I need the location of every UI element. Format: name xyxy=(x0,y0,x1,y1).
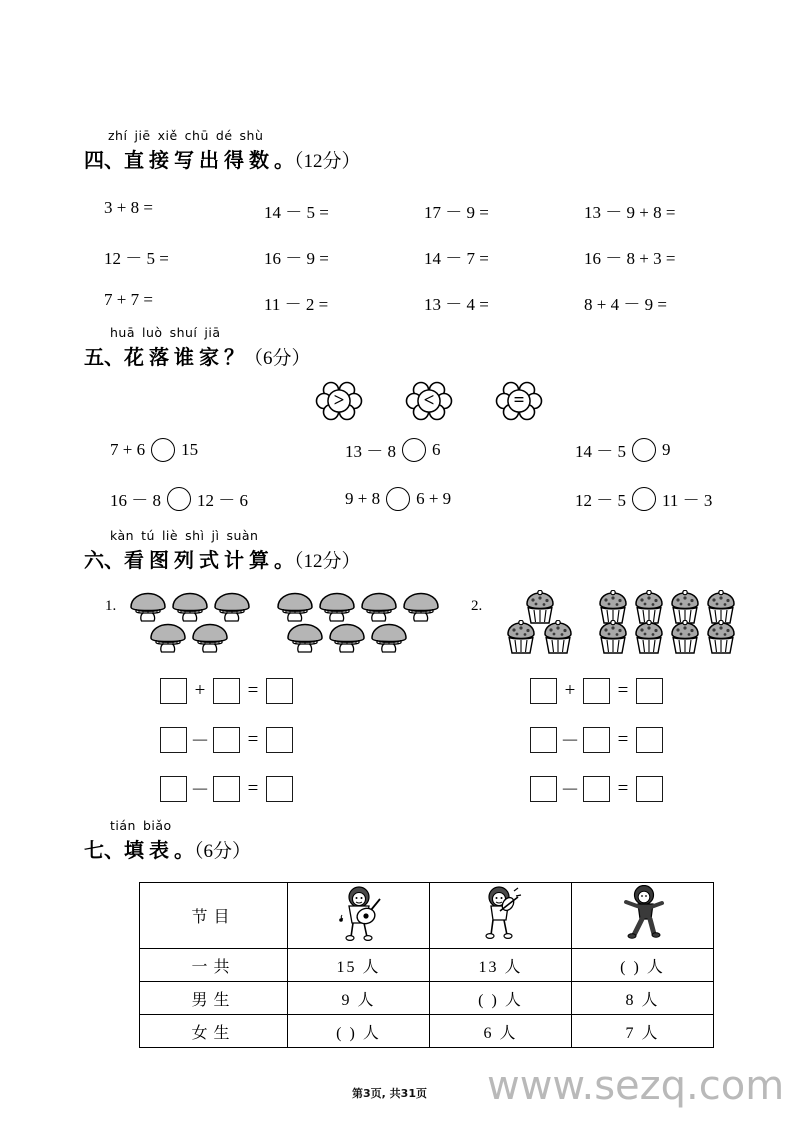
section-title: 填表 xyxy=(124,838,174,862)
comparison-grid xyxy=(110,437,755,511)
comparison-left: 12 － 5 xyxy=(575,491,626,510)
section-suffix: 。 xyxy=(174,838,194,862)
table-row xyxy=(140,982,714,1015)
pinyin-syllable: biǎo xyxy=(142,818,172,833)
table-cell[interactable]: 13 人 xyxy=(430,949,572,982)
pinyin-syllable: jì xyxy=(211,528,220,543)
section-six-heading xyxy=(84,544,800,573)
flower-less-than[interactable] xyxy=(405,379,453,423)
answer-equation-row xyxy=(160,678,293,704)
picture-problem-2 xyxy=(468,592,738,817)
section-suffix: ？ xyxy=(224,345,244,369)
answer-box[interactable] xyxy=(266,678,293,704)
equals-label: = xyxy=(247,777,259,799)
answer-box[interactable] xyxy=(213,678,240,704)
table-cell[interactable]: 8 人 xyxy=(572,982,714,1015)
comparison-item xyxy=(345,486,575,511)
table-header-cell-dance xyxy=(572,883,714,949)
arithmetic-problem[interactable]: 17 － 9 = xyxy=(424,203,489,222)
comparison-item xyxy=(575,486,755,511)
pinyin-syllable: chū xyxy=(184,128,209,143)
page-footer: 第3页, 共31页 xyxy=(352,1087,427,1100)
table-row xyxy=(140,1015,714,1048)
arithmetic-problem[interactable]: 7 + 7 = xyxy=(104,290,153,309)
answer-box[interactable] xyxy=(213,776,240,802)
section-seven xyxy=(0,818,800,863)
mushroom-cluster-left xyxy=(128,592,252,655)
equals-label: = xyxy=(617,728,629,750)
comparison-right: 15 xyxy=(181,439,199,459)
mushroom-cluster-right xyxy=(275,592,441,655)
equals-label: = xyxy=(617,777,629,799)
arithmetic-problem[interactable]: 16 － 8 + 3 = xyxy=(584,249,676,268)
pinyin-syllable: tú xyxy=(141,528,155,543)
answer-box[interactable] xyxy=(583,678,610,704)
pinyin-syllable: shuí xyxy=(169,325,198,340)
answer-box[interactable] xyxy=(530,678,557,704)
comparison-left: 16 － 8 xyxy=(110,491,161,510)
mushroom-icon xyxy=(369,623,409,655)
mushroom-icon xyxy=(212,592,252,624)
section-six xyxy=(0,528,800,573)
answer-box[interactable] xyxy=(530,727,557,753)
flower-equals[interactable] xyxy=(495,379,543,423)
comparison-left: 7 + 6 xyxy=(110,439,146,459)
operator-label: － xyxy=(560,731,580,752)
cupcake-icon xyxy=(504,620,538,656)
cupcake-cluster-right xyxy=(596,590,738,656)
mushroom-row xyxy=(128,592,252,624)
section-six-pinyin xyxy=(110,528,800,543)
table-cell-blank[interactable]: ( ) 人 xyxy=(572,949,714,982)
table-header-cell-violin xyxy=(430,883,572,949)
section-number: 四、 xyxy=(84,148,124,172)
section-number: 七、 xyxy=(84,838,124,862)
flower-symbol-label: > xyxy=(333,390,345,411)
arithmetic-problem[interactable]: 16 － 9 = xyxy=(264,249,329,268)
comparison-answer-circle[interactable] xyxy=(632,438,656,462)
cupcake-icon xyxy=(596,620,630,656)
answer-box[interactable] xyxy=(213,727,240,753)
table-row-label: 女生 xyxy=(140,1015,288,1048)
comparison-answer-circle[interactable] xyxy=(386,487,410,511)
operator-label: － xyxy=(190,780,210,801)
answer-box[interactable] xyxy=(636,678,663,704)
arithmetic-problem[interactable]: 12 － 5 = xyxy=(104,249,169,268)
mushroom-icon xyxy=(275,592,315,624)
section-five-pinyin xyxy=(110,325,800,340)
boy-dancing-icon xyxy=(620,885,666,941)
flower-symbol-label: = xyxy=(513,390,525,411)
cupcake-icon xyxy=(668,620,702,656)
comparison-right: 11 － 3 xyxy=(662,491,713,510)
girl-guitar-icon xyxy=(336,885,382,941)
comparison-left: 14 － 5 xyxy=(575,442,626,461)
equals-label: = xyxy=(617,680,629,701)
pinyin-syllable: huā xyxy=(110,325,136,340)
mushroom-icon xyxy=(285,623,325,655)
mushroom-icon xyxy=(359,592,399,624)
comparison-answer-circle[interactable] xyxy=(167,487,191,511)
comparison-left: 13 － 8 xyxy=(345,442,396,461)
section-title: 花落谁家 xyxy=(124,345,224,369)
comparison-item xyxy=(110,437,345,462)
operator-label: + xyxy=(194,680,206,701)
answer-box[interactable] xyxy=(160,678,187,704)
mushroom-icon xyxy=(128,592,168,624)
table-cell-blank[interactable]: ( ) 人 xyxy=(430,982,572,1015)
answer-box[interactable] xyxy=(266,727,293,753)
answer-box[interactable] xyxy=(636,776,663,802)
symbol-flower-row xyxy=(315,379,543,423)
comparison-right: 6 + 9 xyxy=(416,488,452,508)
answer-box[interactable] xyxy=(583,727,610,753)
mushroom-icon xyxy=(327,623,367,655)
section-seven-heading xyxy=(84,834,800,863)
table-cell[interactable]: 15 人 xyxy=(288,949,430,982)
answer-equation-row xyxy=(530,775,663,802)
table-cell-blank[interactable]: ( ) 人 xyxy=(288,1015,430,1048)
answer-box[interactable] xyxy=(583,776,610,802)
mushroom-icon xyxy=(317,592,357,624)
cupcake-icon xyxy=(704,620,738,656)
section-four-pinyin xyxy=(108,128,800,143)
cupcake-row xyxy=(596,620,738,656)
arithmetic-problem[interactable]: 8 + 4 － 9 = xyxy=(584,295,667,314)
comparison-item xyxy=(345,437,575,462)
flower-greater-than[interactable] xyxy=(315,379,363,423)
picture-problem-label: 2. xyxy=(471,598,483,614)
comparison-left: 9 + 8 xyxy=(345,488,381,508)
table-row-label: 节目 xyxy=(140,883,288,949)
pinyin-syllable: kàn xyxy=(110,528,135,543)
picture-problem-label: 1. xyxy=(105,598,117,614)
answer-equations-2 xyxy=(530,678,663,824)
pinyin-syllable: luò xyxy=(142,325,163,340)
arithmetic-problem[interactable]: 14 － 5 = xyxy=(264,203,329,222)
table-cell[interactable]: 6 人 xyxy=(430,1015,572,1048)
pinyin-syllable: tián xyxy=(110,818,136,833)
comparison-right: 12 － 6 xyxy=(197,491,248,510)
comparison-item xyxy=(575,437,755,462)
pinyin-syllable: liè xyxy=(161,528,179,543)
operator-label: － xyxy=(560,780,580,801)
answer-equation-row xyxy=(530,726,663,753)
section-score: （6分） xyxy=(244,348,311,369)
arithmetic-problem[interactable]: 13 － 9 + 8 = xyxy=(584,203,676,222)
watermark: www.sezq.com xyxy=(487,1063,785,1109)
pinyin-syllable: shù xyxy=(239,128,264,143)
section-suffix: 。 xyxy=(274,548,294,572)
section-score: （12分） xyxy=(294,551,361,572)
arithmetic-problem[interactable]: 13 － 4 = xyxy=(424,295,489,314)
section-suffix: 。 xyxy=(274,148,294,172)
section-four xyxy=(0,128,800,173)
flower-symbol-label: < xyxy=(423,390,435,411)
arithmetic-problem[interactable]: 14 － 7 = xyxy=(424,249,489,268)
answer-equation-row xyxy=(160,726,293,753)
mushroom-row xyxy=(148,623,252,655)
table-row xyxy=(140,949,714,982)
answer-equation-row xyxy=(530,678,663,704)
pinyin-syllable: dé xyxy=(215,128,233,143)
section-five xyxy=(0,325,800,370)
section-number: 六、 xyxy=(84,548,124,572)
arithmetic-problem-grid xyxy=(104,198,759,315)
answer-box[interactable] xyxy=(636,727,663,753)
mushroom-icon xyxy=(170,592,210,624)
table-cell[interactable]: 7 人 xyxy=(572,1015,714,1048)
pinyin-syllable: suàn xyxy=(226,528,259,543)
pinyin-syllable: zhí xyxy=(108,128,128,143)
section-five-heading xyxy=(84,341,800,370)
performance-table xyxy=(139,882,714,1048)
section-score: （6分） xyxy=(194,841,252,862)
comparison-right: 9 xyxy=(662,439,671,459)
table-row-label: 男生 xyxy=(140,982,288,1015)
mushroom-icon xyxy=(148,623,188,655)
arithmetic-problem[interactable]: 3 + 8 = xyxy=(104,198,153,217)
table-header-cell-guitar xyxy=(288,883,430,949)
mushroom-row xyxy=(275,592,441,624)
cupcake-cluster-left xyxy=(504,590,575,656)
cupcake-icon xyxy=(632,620,666,656)
comparison-right: 6 xyxy=(432,439,441,459)
arithmetic-problem[interactable]: 11 － 2 = xyxy=(264,295,329,314)
boy-violin-icon xyxy=(478,885,524,941)
mushroom-row xyxy=(285,623,441,655)
answer-box[interactable] xyxy=(530,776,557,802)
cupcake-icon xyxy=(541,620,575,656)
answer-box[interactable] xyxy=(266,776,293,802)
operator-label: － xyxy=(190,731,210,752)
comparison-answer-circle[interactable] xyxy=(151,438,175,462)
answer-box[interactable] xyxy=(160,776,187,802)
table-cell[interactable]: 9 人 xyxy=(288,982,430,1015)
picture-problem-1 xyxy=(100,592,430,817)
answer-equations-1 xyxy=(160,678,293,824)
table-header-row xyxy=(140,883,714,949)
section-title: 看图列式计算 xyxy=(124,548,274,572)
pinyin-syllable: xiě xyxy=(157,128,178,143)
comparison-item xyxy=(110,486,345,511)
pinyin-syllable: jiē xyxy=(134,128,151,143)
section-number: 五、 xyxy=(84,345,124,369)
section-title: 直接写出得数 xyxy=(124,148,274,172)
table-row-label: 一共 xyxy=(140,949,288,982)
pinyin-syllable: shì xyxy=(185,528,205,543)
answer-box[interactable] xyxy=(160,727,187,753)
section-score: （12分） xyxy=(294,151,361,172)
equals-label: = xyxy=(247,728,259,750)
section-four-heading xyxy=(84,144,800,173)
operator-label: + xyxy=(564,680,576,701)
section-seven-pinyin xyxy=(110,818,800,833)
answer-equation-row xyxy=(160,775,293,802)
mushroom-icon xyxy=(401,592,441,624)
pinyin-syllable: jiā xyxy=(204,325,221,340)
equals-label: = xyxy=(247,680,259,701)
comparison-answer-circle[interactable] xyxy=(632,487,656,511)
mushroom-icon xyxy=(190,623,230,655)
comparison-answer-circle[interactable] xyxy=(402,438,426,462)
